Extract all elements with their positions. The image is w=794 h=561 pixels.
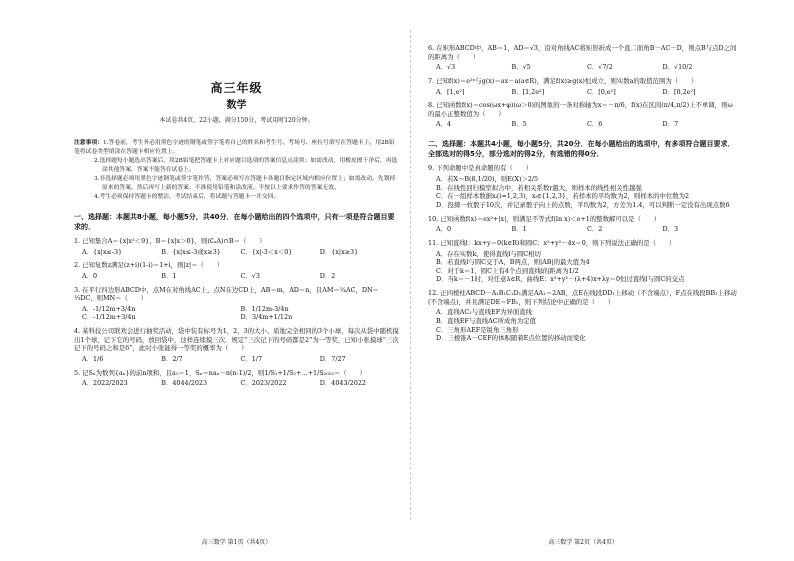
- notes-item-3: 3.非选择题必须用黑色字迹钢笔或签字笔作答，答案必须写在答题卡各题目指定区域内相应位置上；如需改动，先划掉原来的答案，然后再写上新的答案；不准使用铅笔和涂改液。不按以上要求作答的答案无效。: [94, 175, 396, 191]
- option-a: A．若X～B(8,1/20)，则E(X)＞2/5: [436, 175, 539, 184]
- notes-item-2: 2.选择题每小题选出答案后，用2B铅笔把答题卡上对应题目选项的答案信息点涂黑；如需改动，用橡皮擦干净后，再选涂其他答案，答案不能答在试卷上。: [94, 157, 398, 173]
- option-d: D．[0,2e²]: [662, 87, 696, 96]
- option-d: D．7/27: [319, 355, 346, 363]
- notes-head: 注意事项：: [74, 139, 103, 146]
- title-block: [74, 80, 399, 125]
- option-a: A．√3: [436, 63, 456, 72]
- option-b: B．√5: [511, 63, 531, 72]
- option-d: D．当k＝－1时，对任意λ∈R，曲线E：x²+y²－(λ+4)x+λy＝0恒过直线l与圆C的交点: [436, 275, 685, 284]
- option-c: C．{x|-3＜x＜0}: [240, 247, 293, 256]
- option-a: A．0: [436, 225, 452, 234]
- option-c: C．[0,e²]: [587, 87, 616, 96]
- question-11: [428, 239, 738, 284]
- question-10: [428, 215, 738, 234]
- grade-title: 高三年级: [210, 81, 263, 95]
- option-list: [428, 120, 738, 129]
- question-stem: 12. 正四棱柱ABCD－A₁B₁C₁D₁满足AA₁＝2AB，点E在线段DD₁上移动（不含端点），F点在线段BB₁上移动(不含端点)，并且满足DE＝FB₁，则下列结论中正确的是（ ）: [428, 289, 737, 306]
- notes-item-4: 4.考生必须保持答题卡的整洁，考试结束后，将试题与答题卡一并交回。: [94, 193, 280, 200]
- option-list: [428, 63, 738, 72]
- option-list: [428, 250, 738, 285]
- option-b: B．1: [161, 271, 177, 280]
- option-a: A．[1,e²]: [436, 87, 465, 96]
- page-1: [74, 0, 399, 561]
- question-stem: 3. 在平行四边形ABCD中，点M在对角线AC上，点N在边CD上，AB＝m，AD＝n，且AM＝¼AC，DN＝⅓DC，则MN＝（ ）: [74, 285, 379, 303]
- option-c: C．√7/2: [587, 63, 613, 72]
- option-b: B．4044/2023: [161, 379, 208, 388]
- exam-meta: 本试卷共4页，22小题，满分150分，考试用时120分钟。: [159, 116, 314, 124]
- option-list: [74, 305, 399, 322]
- question-stem: 11. 已知直线l：kx+y＝0(k∈R)和圆C：x²+y²－4x＝0，则下列说法正确的是（ ）: [428, 238, 676, 247]
- option-list: [74, 379, 399, 388]
- option-a: A．4: [436, 120, 452, 129]
- option-b: B．5: [511, 120, 527, 129]
- option-b: B．1/12m-3/4n: [240, 304, 289, 313]
- question-stem: 8. 已知函数f(x)＝cos(ωx+φ)(ω＞0)的图象的一条对称轴为x＝－π/6，f(x)在区间(π/4,π/2)上不单调，则ω的最小正整数值为（ ）: [428, 101, 733, 118]
- option-d: D．3/4m+1/12n: [240, 313, 293, 322]
- option-list: [428, 175, 738, 210]
- option-b: B．1: [511, 225, 527, 234]
- question-stem: 1. 已知集合A＝{x|x²＜9}，B＝{x|x＞0}，则(∁ₐA)∩B＝（ ）: [74, 236, 266, 245]
- question-stem: 5. 记Sₙ为数列{aₙ}的前n项和，且a₁＝1，Sₙ＝naₙ－n(n-1)/2，则1/S₁+1/S₂+…+1/S₂₀₂₂＝（ ）: [74, 368, 366, 377]
- option-a: A．-1/12m+3/4n: [82, 304, 136, 313]
- option-list: [428, 225, 738, 234]
- option-c: C．2: [587, 225, 603, 234]
- section-2-heading: 二、选择题：本题共4小题，每小题5分，共20分．在每小题给出的选项中，有多项符合题目要求．全部选对的得5分，部分选对的得2分，有选错的得0分．: [428, 140, 735, 159]
- question-12: [428, 289, 738, 343]
- option-list: [428, 88, 738, 97]
- option-c: C．6: [587, 120, 603, 129]
- column-divider: [410, 30, 411, 520]
- option-a: A．直线AC₁与直线EF为异面直线: [436, 308, 533, 317]
- option-c: C．1/7: [240, 355, 263, 363]
- option-a: A．0: [82, 271, 98, 280]
- option-b: B．在线性回归模型拟合中，若相关系数r越大，则样本的线性相关性越强: [436, 183, 642, 192]
- option-b: B．[1,2e²]: [511, 87, 545, 96]
- subject-title: 数学: [226, 100, 247, 112]
- option-c: C．-1/12m+3/4n: [82, 313, 136, 322]
- option-list: [428, 308, 738, 343]
- option-a: A．{x|x≤-3}: [82, 247, 123, 256]
- option-c: C．在一组样本数据xᵢ(i=1,2,3)，xᵢ∈{1,2,3}，若样本的平均数为2，则样本的中位数为2: [436, 192, 690, 201]
- question-stem: 6. 在矩形ABCD中，AB＝1，AD＝√3，沿对角线AC将矩形折成一个直二面角B－AC－D，则点B与点D之间的距离为（ ）: [428, 44, 737, 61]
- option-d: D．投掷一枚骰子10次，并记录骰子向上的点数，平均数为2，方差为1.4，可以判断一定没有出现点数6: [436, 200, 730, 209]
- question-stem: 9. 下列命题中是真命题的有（ ）: [428, 164, 532, 173]
- option-b: B．2/7: [161, 355, 183, 363]
- option-d: D．√10/2: [662, 63, 693, 72]
- question-8: [428, 101, 738, 129]
- option-b: B．直线EF与直线AC所成角为定值: [436, 317, 536, 326]
- question-3: [74, 286, 399, 323]
- option-list: [74, 248, 399, 257]
- question-7: [428, 77, 738, 96]
- question-4: [74, 327, 399, 364]
- question-9: [428, 164, 738, 209]
- page-footer: 高三数学 第1页（共4页）: [201, 538, 272, 546]
- question-5: [74, 369, 399, 388]
- option-a: A．2022/2023: [82, 379, 128, 388]
- question-stem: 2. 已知复数z满足(z+i)(1-i)＝1+i，则|z|＝（ ）: [74, 261, 224, 270]
- option-d: D．三棱锥A－CEF的体积随着E点位置的移动而变化: [436, 334, 586, 343]
- option-b: B．若直线l与圆C交于A，B两点，则|AB|的最大值为4: [436, 258, 590, 267]
- page-2: [428, 0, 738, 561]
- option-d: D．4043/2022: [319, 379, 366, 388]
- option-a: A．存在实数k，使得直线l与圆C相切: [436, 249, 541, 258]
- question-stem: 4. 某科技公司联欢会进行抽奖活动，袋中装有标号为1，2，3的大小、质地完全相同的3个小球，每次从袋中随机摸出1个球，记下它的号码，放回袋中，这样连续摸三次．规定“三次记下的号码都是2”为一等奖，已知小张摸球“三次记下的号码之和是6”，此时小张能得一等奖的概率为（ ）: [74, 327, 399, 353]
- option-d: D．3: [662, 225, 679, 234]
- section-1-heading: 一、选择题：本题共8小题，每小题5分，共40分．在每小题给出的四个选项中，只有一项是符合题目要求的．: [74, 212, 395, 231]
- option-list: [74, 272, 399, 281]
- notes-item-1: 注意事项：1.答卷前，考生务必用黑色字迹的钢笔或签字笔将自己的姓名和考生号、考场号、座位号填写在答题卡上，用2B铅笔将试卷类型填涂在答题卡相应位置上。: [74, 139, 395, 155]
- option-c: C．2023/2022: [240, 379, 287, 388]
- page-footer: 高三数学 第2页（共4页）: [548, 538, 618, 546]
- question-1: [74, 237, 399, 256]
- notes: [74, 139, 399, 202]
- option-a: A．1/6: [82, 355, 104, 363]
- option-d: D．{x|x≥3}: [319, 247, 359, 256]
- option-b: B．{x|x≤-3或x≥3}: [161, 247, 221, 256]
- option-d: D．7: [662, 120, 679, 129]
- question-stem: 10. 已知函数f(x)＝ex²+|x|，则满足不等式f(ln x)＜e+1的整数解可以是（ ）: [428, 214, 661, 223]
- question-6: [428, 44, 738, 72]
- option-c: C．√3: [240, 271, 260, 280]
- question-stem: 7. 已知f(x)＝e²ˣ与g(x)＝ax－a(a∈R)，满足f(x)≥g(x)恒成立，则实数a的取值范围为（ ）: [428, 76, 698, 85]
- option-c: C．三角形AEF是锐角三角形: [436, 325, 519, 334]
- question-2: [74, 261, 399, 280]
- option-list: [74, 355, 399, 364]
- option-c: C．对于k＝1，圆C上有4个点到直线l的距离为1/2: [436, 266, 579, 275]
- option-d: D．2: [319, 271, 336, 280]
